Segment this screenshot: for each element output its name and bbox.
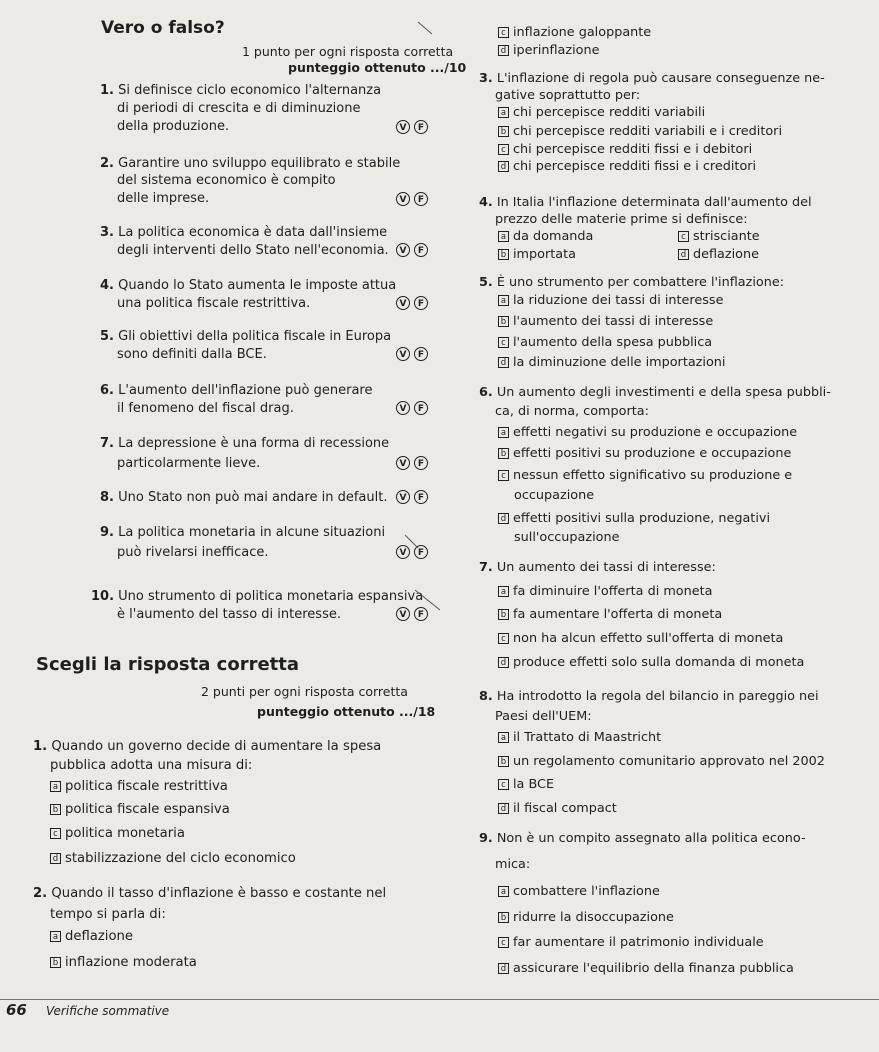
tf-item-2-line2: del sistema economico è compito (117, 173, 336, 188)
tf-item-5: 5. Gli obiettivi della politica fiscale in Europa (100, 329, 392, 344)
v-option[interactable]: V (396, 607, 410, 621)
f-option[interactable]: F (414, 243, 428, 257)
pencil-stroke (405, 535, 418, 548)
mc-q4-option-a[interactable]: a da domanda (498, 228, 593, 245)
v-option[interactable]: V (396, 296, 410, 310)
mc-q9-option-b[interactable]: b ridurre la disoccupazione (498, 909, 674, 926)
mc-q8-option-d[interactable]: d il fiscal compact (498, 800, 617, 817)
tf-item-3: 3. La politica economica è data dall'insieme (100, 225, 388, 240)
mc-q3-option-a[interactable]: a chi percepisce redditi variabili (498, 104, 705, 121)
mc-q2-option-a[interactable]: a deflazione (50, 928, 133, 946)
mc-q5: 5. È uno strumento per combattere l'inflazione: (479, 275, 785, 290)
tf-item-3-line2: degli interventi dello Stato nell'economia. (117, 243, 389, 258)
tf-item-8: 8. Uno Stato non può mai andare in default. (100, 490, 388, 505)
v-option[interactable]: V (396, 456, 410, 470)
mc-q6-line2: ca, di norma, comporta: (495, 404, 649, 419)
f-option[interactable]: F (414, 401, 428, 415)
mc-q2-option-d[interactable]: d iperinflazione (498, 42, 599, 59)
v-option[interactable]: V (396, 401, 410, 415)
tf-item-4: 4. Quando lo Stato aumenta le imposte attua (100, 278, 397, 293)
mc-q2: 2. Quando il tasso d'inflazione è basso e costante nel (33, 886, 387, 901)
f-option[interactable]: F (414, 347, 428, 361)
mc-q1-line2: pubblica adotta una misura di: (50, 758, 253, 773)
mc-q2-option-c[interactable]: c inflazione galoppante (498, 24, 651, 41)
mc-q7-option-c[interactable]: c non ha alcun effetto sull'offerta di moneta (498, 630, 783, 647)
mc-q5-option-a[interactable]: a la riduzione dei tassi di interesse (498, 292, 723, 309)
pencil-stroke (418, 22, 432, 34)
mc-q6-option-d[interactable]: d effetti positivi sulla produzione, negativi (498, 510, 770, 527)
v-option[interactable]: V (396, 545, 410, 559)
mc-q7-option-d[interactable]: d produce effetti solo sulla domanda di moneta (498, 654, 804, 671)
mc-q3-option-b[interactable]: b chi percepisce redditi variabili e i creditori (498, 123, 782, 140)
tf-item-9-line2: può rivelarsi inefficace. (117, 545, 269, 560)
tf-title: Vero o falso? (101, 18, 225, 38)
tf-item-1: 1. Si definisce ciclo economico l'alternanza (100, 83, 382, 98)
tf-item-6: 6. L'aumento dell'inflazione può generare (100, 383, 373, 398)
mc-q8-option-c[interactable]: c la BCE (498, 776, 554, 793)
mc-q6-option-b[interactable]: b effetti positivi su produzione e occupazione (498, 445, 791, 462)
mc-q9-line2: mica: (495, 857, 531, 872)
tf-item-2-line3: delle imprese. (117, 191, 210, 206)
f-option[interactable]: F (414, 607, 428, 621)
mc-q6-option-c-line2: occupazione (514, 488, 595, 503)
mc-q2-line2: tempo si parla di: (50, 907, 166, 922)
mc-q6-option-a[interactable]: a effetti negativi su produzione e occupazione (498, 424, 797, 441)
page-number: 66 (6, 1001, 27, 1019)
footer-label: Verifiche sommative (46, 1004, 170, 1018)
mc-q1: 1. Quando un governo decide di aumentare la spesa (33, 739, 382, 754)
f-option[interactable]: F (414, 120, 428, 134)
mc-q4-line2: prezzo delle materie prime si definisce: (495, 212, 748, 227)
tf-item-10-line2: è l'aumento del tasso di interesse. (117, 607, 341, 622)
v-option[interactable]: V (396, 120, 410, 134)
f-option[interactable]: F (414, 192, 428, 206)
v-option[interactable]: V (396, 490, 410, 504)
tf-score: punteggio ottenuto .../10 (288, 60, 467, 75)
tf-item-7: 7. La depressione è una forma di recessione (100, 436, 390, 451)
mc-q1-option-c[interactable]: c politica monetaria (50, 825, 185, 843)
tf-item-1-line2: di periodi di crescita e di diminuzione (117, 101, 361, 116)
mc-q9-option-c[interactable]: c far aumentare il patrimonio individuale (498, 934, 764, 951)
pencil-stroke (415, 590, 440, 610)
tf-item-2: 2. Garantire uno sviluppo equilibrato e stabile (100, 156, 401, 171)
f-option[interactable]: F (414, 296, 428, 310)
mc-q8-option-a[interactable]: a il Trattato di Maastricht (498, 729, 661, 746)
f-option[interactable]: F (414, 545, 428, 559)
tf-item-9: 9. La politica monetaria in alcune situazioni (100, 525, 386, 540)
mc-q6-option-c[interactable]: c nessun effetto significativo su produzione e (498, 467, 792, 484)
v-option[interactable]: V (396, 192, 410, 206)
v-option[interactable]: V (396, 347, 410, 361)
mc-q4-option-c[interactable]: c strisciante (678, 228, 760, 245)
mc-q6-option-d-line2: sull'occupazione (514, 530, 620, 545)
mc-q5-option-d[interactable]: d la diminuzione delle importazioni (498, 354, 725, 371)
mc-q9-option-a[interactable]: a combattere l'inflazione (498, 883, 660, 900)
mc-q4-option-b[interactable]: b importata (498, 246, 576, 263)
mc-q7-option-a[interactable]: a fa diminuire l'offerta di moneta (498, 583, 712, 600)
mc-title: Scegli la risposta corretta (36, 654, 300, 675)
mc-q3-option-c[interactable]: c chi percepisce redditi fissi e i debitori (498, 141, 752, 158)
mc-q4-option-d[interactable]: d deflazione (678, 246, 759, 263)
mc-q9-option-d[interactable]: d assicurare l'equilibrio della finanza pubblica (498, 960, 794, 977)
mc-q8: 8. Ha introdotto la regola del bilancio in pareggio nei (479, 689, 819, 704)
mc-q6: 6. Un aumento degli investimenti e della spesa pubbli- (479, 385, 831, 400)
mc-q7: 7. Un aumento dei tassi di interesse: (479, 560, 716, 575)
f-option[interactable]: F (414, 490, 428, 504)
tf-item-10: 10. Uno strumento di politica monetaria espansiva (91, 589, 424, 604)
mc-q7-option-b[interactable]: b fa aumentare l'offerta di moneta (498, 606, 722, 623)
mc-q1-option-b[interactable]: b politica fiscale espansiva (50, 801, 230, 819)
mc-q1-option-d[interactable]: d stabilizzazione del ciclo economico (50, 850, 296, 868)
f-option[interactable]: F (414, 456, 428, 470)
mc-points: 2 punti per ogni risposta corretta (201, 684, 408, 699)
mc-q5-option-c[interactable]: c l'aumento della spesa pubblica (498, 334, 712, 351)
tf-points: 1 punto per ogni risposta corretta (242, 44, 454, 59)
tf-item-5-line2: sono definiti dalla BCE. (117, 347, 267, 362)
tf-item-6-line2: il fenomeno del fiscal drag. (117, 401, 294, 416)
mc-q4: 4. In Italia l'inflazione determinata dall'aumento del (479, 195, 812, 210)
mc-q9: 9. Non è un compito assegnato alla politica econo- (479, 831, 806, 846)
mc-score: punteggio ottenuto .../18 (257, 704, 436, 719)
tf-item-7-line2: particolarmente lieve. (117, 456, 261, 471)
mc-q3-line2: gative soprattutto per: (495, 88, 641, 103)
mc-q5-option-b[interactable]: b l'aumento dei tassi di interesse (498, 313, 713, 330)
mc-q3: 3. L'inflazione di regola può causare conseguenze ne- (479, 71, 825, 86)
mc-q1-option-a[interactable]: a politica fiscale restrittiva (50, 778, 228, 796)
mc-q2-option-b[interactable]: b inflazione moderata (50, 954, 197, 972)
mc-q3-option-d[interactable]: d chi percepisce redditi fissi e i creditori (498, 158, 756, 175)
tf-item-4-line2: una politica fiscale restrittiva. (117, 296, 311, 311)
mc-q8-option-b[interactable]: b un regolamento comunitario approvato nel 2002 (498, 753, 825, 770)
mc-q8-line2: Paesi dell'UEM: (495, 709, 592, 724)
tf-item-1-line3: della produzione. (117, 119, 230, 134)
footer-divider (0, 999, 879, 1000)
v-option[interactable]: V (396, 243, 410, 257)
